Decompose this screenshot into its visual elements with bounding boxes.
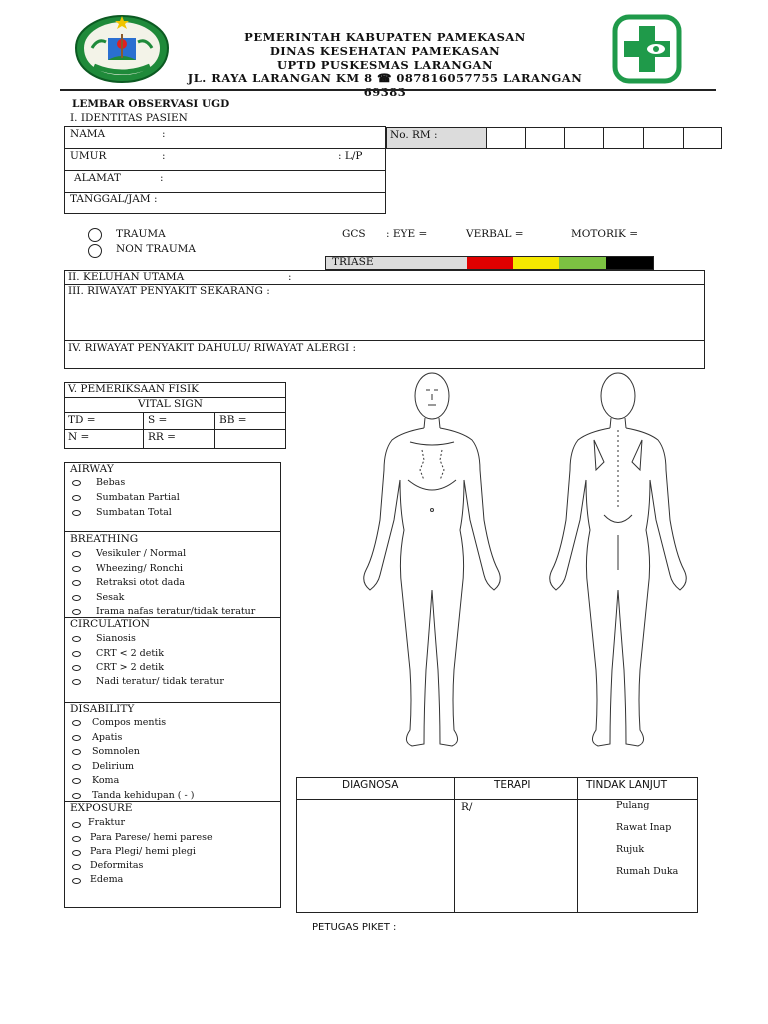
circulation-radio[interactable] — [72, 651, 81, 657]
disability-item: Delirium — [92, 761, 135, 772]
disability-item: Tanda kehidupan ( - ) — [92, 790, 195, 801]
disability-radio[interactable] — [72, 735, 81, 741]
riwayat-dahulu-label: IV. RIWAYAT PENYAKIT DAHULU/ RIWAYAT ALERGI : — [68, 342, 357, 354]
breathing-item: Retraksi otot dada — [96, 577, 186, 588]
alamat-label: ALAMAT — [74, 172, 121, 184]
breathing-radio[interactable] — [72, 609, 81, 615]
form-title: LEMBAR OBSERVASI UGD — [72, 98, 230, 110]
puskesmas-logo — [612, 14, 682, 84]
umur-colon: : — [162, 150, 166, 162]
header-rule — [60, 89, 716, 91]
airway-item: Sumbatan Total — [96, 507, 172, 518]
regency-logo — [72, 12, 172, 86]
exposure-radio[interactable] — [72, 864, 81, 870]
exposure-radio[interactable] — [72, 836, 81, 842]
circulation-radio[interactable] — [72, 679, 81, 685]
no-rm-label: No. RM : — [390, 129, 438, 141]
riwayat-sekarang-label: III. RIWAYAT PENYAKIT SEKARANG : — [68, 285, 270, 297]
breathing-radio[interactable] — [72, 595, 81, 601]
tindak-option[interactable]: Rujuk — [616, 844, 645, 855]
trauma-radio[interactable] — [88, 228, 102, 242]
triase-green[interactable] — [559, 257, 606, 269]
motorik-label: MOTORIK = — [571, 228, 639, 240]
fisik-heading: V. PEMERIKSAAN FISIK — [68, 383, 199, 395]
keluhan-colon: : — [288, 271, 292, 283]
breathing-radio[interactable] — [72, 551, 81, 557]
exposure-radio[interactable] — [72, 850, 81, 856]
triase-black[interactable] — [606, 257, 653, 269]
disability-radio[interactable] — [72, 764, 81, 770]
header-line2: DINAS KESEHATAN PAMEKASAN — [269, 44, 501, 58]
td-label: TD = — [68, 414, 96, 426]
eye-label: : EYE = — [386, 228, 428, 240]
airway-radio[interactable] — [72, 480, 81, 486]
n-label: N = — [68, 431, 90, 443]
verbal-label: VERBAL = — [466, 228, 524, 240]
identitas-heading: I. IDENTITAS PASIEN — [70, 112, 188, 124]
tanggal-label: TANGGAL/JAM : — [70, 193, 158, 205]
exposure-item: Deformitas — [90, 860, 144, 871]
airway-radio[interactable] — [72, 495, 81, 501]
alamat-colon: : — [160, 172, 164, 184]
tindak-option[interactable]: Pulang — [616, 800, 650, 811]
nama-colon: : — [162, 128, 166, 140]
circulation-item: CRT < 2 detik — [96, 648, 164, 659]
airway-item: Sumbatan Partial — [96, 492, 180, 503]
triase-yellow[interactable] — [513, 257, 559, 269]
header-line1: PEMERINTAH KABUPATEN PAMEKASAN — [244, 30, 526, 44]
disability-radio[interactable] — [72, 793, 81, 799]
exposure-item: Para Plegi/ hemi plegi — [90, 846, 196, 857]
exposure-radio[interactable] — [72, 822, 81, 828]
airway-item: Bebas — [96, 477, 126, 488]
breathing-item: Wheezing/ Ronchi — [96, 563, 184, 574]
breathing-item: Vesikuler / Normal — [96, 548, 187, 559]
disability-title: DISABILITY — [70, 703, 135, 715]
exposure-item: Para Parese/ hemi parese — [90, 832, 213, 843]
tindak-lanjut-header: TINDAK LANJUT — [586, 779, 667, 791]
circulation-radio[interactable] — [72, 636, 81, 642]
bb-label: BB = — [219, 414, 247, 426]
circulation-radio[interactable] — [72, 665, 81, 671]
non-trauma-label: NON TRAUMA — [116, 243, 196, 255]
disability-radio[interactable] — [72, 778, 81, 784]
tindak-option[interactable]: Rawat Inap — [616, 822, 672, 833]
lp-label: : L/P — [338, 150, 363, 162]
umur-label: UMUR — [70, 150, 107, 162]
nama-label: NAMA — [70, 128, 106, 140]
disability-item: Apatis — [92, 732, 123, 743]
airway-title: AIRWAY — [70, 463, 114, 475]
triase-label: TRIASE — [332, 256, 374, 268]
circulation-item: Sianosis — [96, 633, 136, 644]
rr-label: RR = — [148, 431, 176, 443]
exposure-item: Edema — [90, 874, 124, 885]
keluhan-label: II. KELUHAN UTAMA — [68, 271, 185, 283]
disability-item: Compos mentis — [92, 717, 167, 728]
airway-radio[interactable] — [72, 510, 81, 516]
breathing-title: BREATHING — [70, 533, 139, 545]
trauma-label: TRAUMA — [116, 228, 166, 240]
terapi-header: TERAPI — [494, 779, 531, 791]
gcs-label: GCS — [342, 228, 366, 240]
vital-sign-label: VITAL SIGN — [138, 398, 203, 410]
diagnosa-header: DIAGNOSA — [342, 779, 399, 791]
disability-radio[interactable] — [72, 749, 81, 755]
exposure-title: EXPOSURE — [70, 802, 133, 814]
header-address: JL. RAYA LARANGAN KM 8 ☎ 087816057755 LARANGAN 69383 — [187, 71, 583, 99]
tindak-option[interactable]: Rumah Duka — [616, 866, 679, 877]
terapi-rx: R/ — [461, 801, 473, 813]
breathing-item: Irama nafas teratur/tidak teratur — [96, 606, 256, 617]
breathing-radio[interactable] — [72, 580, 81, 586]
circulation-item: Nadi teratur/ tidak teratur — [96, 676, 224, 687]
exposure-radio[interactable] — [72, 878, 81, 884]
petugas-piket-label: PETUGAS PIKET : — [312, 922, 397, 933]
disability-item: Koma — [92, 775, 120, 786]
exposure-item: Fraktur — [88, 817, 126, 828]
body-back-diagram[interactable] — [538, 370, 698, 754]
disability-radio[interactable] — [72, 720, 81, 726]
non-trauma-radio[interactable] — [88, 244, 102, 258]
header-line3: UPTD PUSKESMAS LARANGAN — [277, 58, 493, 72]
disability-item: Somnolen — [92, 746, 140, 757]
breathing-radio[interactable] — [72, 566, 81, 572]
s-label: S = — [148, 414, 168, 426]
triase-red[interactable] — [467, 257, 513, 269]
circulation-item: CRT > 2 detik — [96, 662, 164, 673]
body-front-diagram[interactable] — [352, 370, 512, 754]
breathing-item: Sesak — [96, 592, 125, 603]
circulation-title: CIRCULATION — [70, 618, 150, 630]
